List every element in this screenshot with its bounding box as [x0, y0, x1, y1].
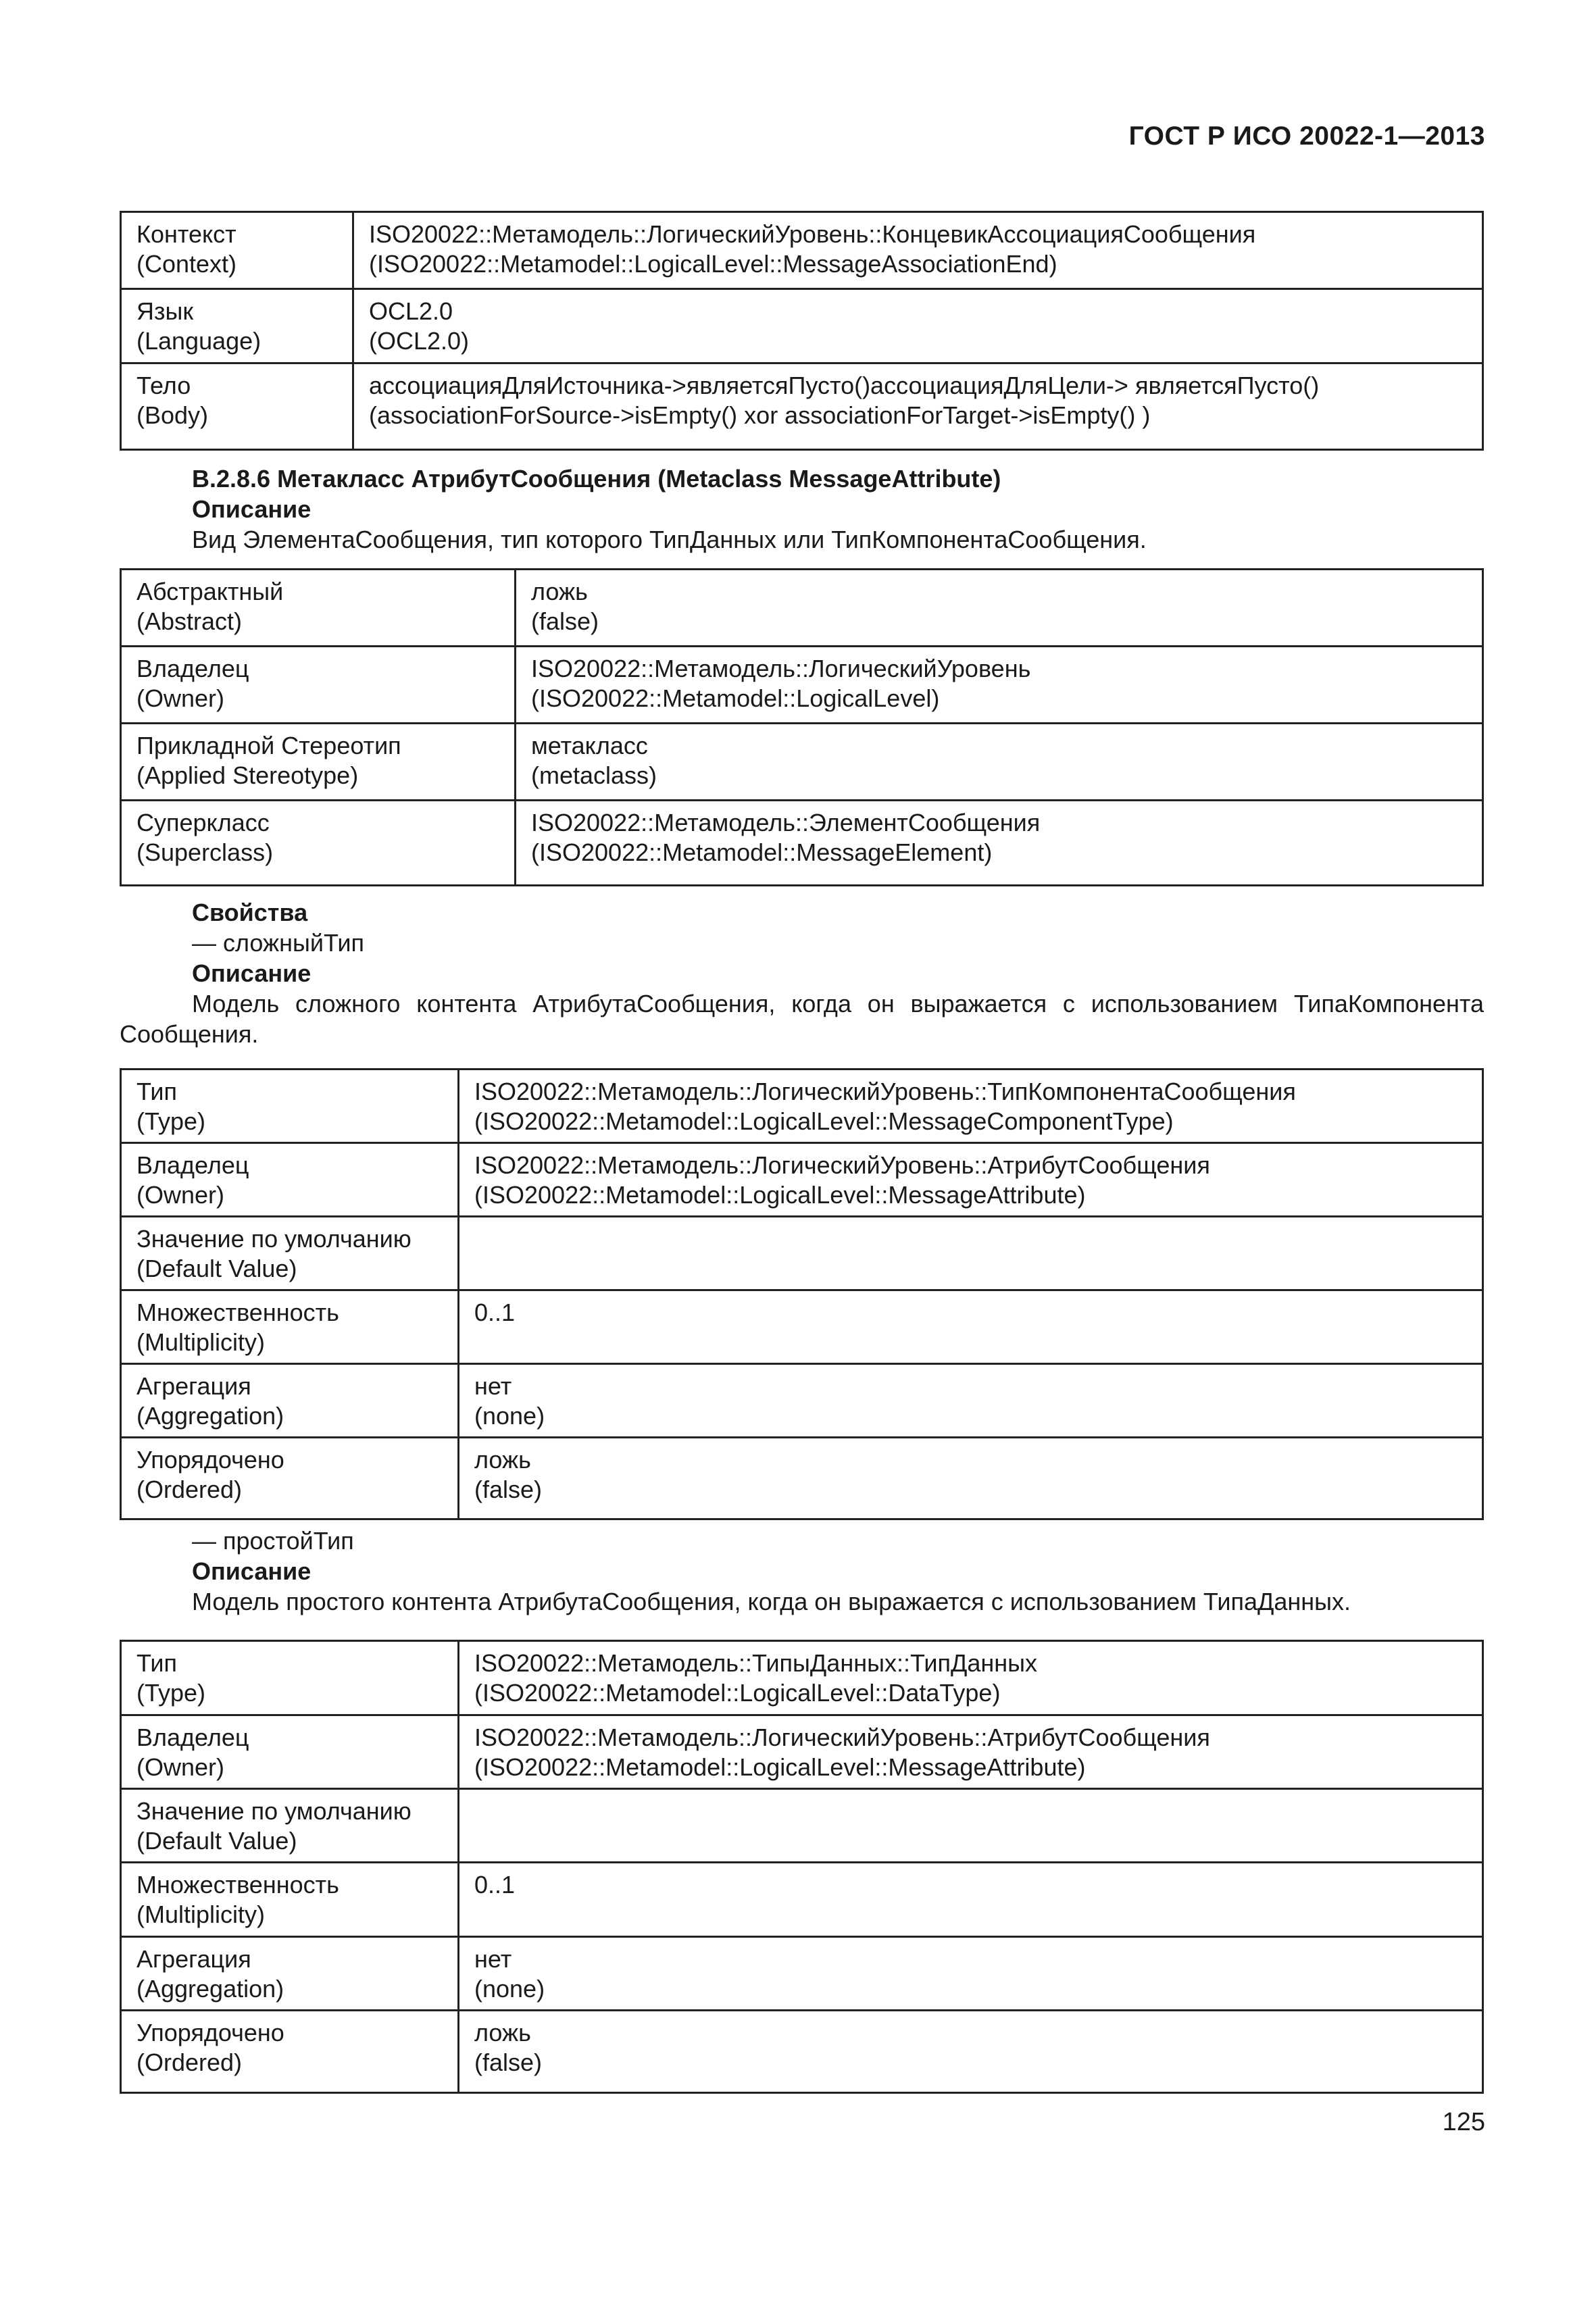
table-cell-label	[121, 1217, 459, 1290]
label-en: (Abstract)	[136, 607, 243, 635]
value-en: (OCL2.0)	[369, 327, 470, 355]
description-text: Вид ЭлементаСообщения, тип которого ТипДанных или ТипКомпонентаСообщения.	[192, 526, 1147, 553]
value-en: (false)	[531, 607, 599, 635]
value-ru: нет	[474, 1945, 512, 1973]
table-row	[121, 801, 1483, 886]
table-row	[121, 2011, 1483, 2093]
label-ru: Значение по умолчанию	[136, 1225, 412, 1253]
value-en: (ISO20022::Metamodel::LogicalLevel::DataType)	[474, 1679, 1001, 1707]
label-en: (Default Value)	[136, 1827, 297, 1855]
table-cell-value	[353, 289, 1483, 363]
description-line-2: Сообщения.	[120, 1020, 259, 1048]
table-cell-value	[459, 1789, 1483, 1863]
table-cell-label	[121, 1789, 459, 1863]
table-cell-value	[459, 1070, 1483, 1143]
table-row	[121, 212, 1483, 289]
table-row	[121, 724, 1483, 801]
section-heading: B.2.8.6 Метакласс АтрибутСообщения (Metaclass MessageAttribute)	[192, 465, 1001, 493]
table-cell-label	[121, 1143, 459, 1217]
label-ru: Прикладной Стереотип	[136, 732, 401, 759]
label-en: (Ordered)	[136, 1476, 243, 1503]
table-cell-label	[121, 1364, 459, 1438]
value-ru: ложь	[474, 2019, 531, 2046]
properties-label: Свойства	[192, 899, 308, 926]
metaclass-section	[192, 463, 1485, 555]
table-row	[121, 1143, 1483, 1217]
table-cell-label	[121, 1438, 459, 1519]
label-en: (Owner)	[136, 684, 225, 712]
table-row	[121, 647, 1483, 724]
label-en: (Aggregation)	[136, 1975, 284, 2003]
label-ru: Абстрактный	[136, 578, 284, 605]
value-ru: ISO20022::Метамодель::ЛогическийУровень::КонцевикАссоциацияСообщения	[369, 220, 1256, 248]
label-en: (Superclass)	[136, 838, 274, 866]
table-cell-label	[121, 1937, 459, 2011]
table-cell-value	[459, 1863, 1483, 1937]
label-en: (Default Value)	[136, 1255, 297, 1282]
table-row	[121, 363, 1483, 450]
table-cell-value	[516, 801, 1483, 886]
value-ru: ISO20022::Метамодель::ЛогическийУровень	[531, 655, 1031, 682]
property-name: — простойТип	[192, 1527, 354, 1555]
property-name: — сложныйТип	[192, 929, 364, 957]
value-en: (none)	[474, 1975, 545, 2003]
label-ru: Множественность	[136, 1871, 339, 1898]
label-ru: Упорядочено	[136, 2019, 284, 2046]
table-cell-value	[353, 212, 1483, 289]
label-ru: Суперкласс	[136, 809, 270, 836]
value-en: (ISO20022::Metamodel::LogicalLevel::MessageComponentType)	[474, 1107, 1174, 1135]
value-ru: нет	[474, 1372, 512, 1400]
document-header-title: ГОСТ Р ИСО 20022-1—2013	[1128, 122, 1485, 151]
label-en: (Language)	[136, 327, 261, 355]
value-ru: 0..1	[474, 1871, 516, 1898]
label-ru: Тело	[136, 372, 191, 399]
table-cell-label	[121, 1863, 459, 1937]
table-cell-label	[121, 1641, 459, 1715]
table-cell-value	[459, 1715, 1483, 1789]
table-cell-label	[121, 1715, 459, 1789]
table-cell-value	[516, 647, 1483, 724]
value-en: (associationForSource->isEmpty() xor associationForTarget->isEmpty() )	[369, 401, 1151, 429]
value-ru: ложь	[474, 1446, 531, 1474]
properties-section	[192, 897, 1485, 988]
table-row	[121, 1937, 1483, 2011]
complex-type-table	[120, 1068, 1484, 1520]
table-row	[121, 1290, 1483, 1364]
table-row	[121, 1789, 1483, 1863]
value-ru: ISO20022::Метамодель::ЛогическийУровень::АтрибутСообщения	[474, 1724, 1210, 1751]
value-ru: ISO20022::Метамодель::ТипыДанных::ТипДанных	[474, 1649, 1038, 1677]
table-cell-label	[121, 647, 516, 724]
table-cell-value	[459, 1217, 1483, 1290]
value-ru: ассоциацияДляИсточника->являетсяПусто()ассоциацияДляЦели-> являетсяПусто()	[369, 372, 1320, 399]
table-cell-value	[516, 724, 1483, 801]
label-ru: Владелец	[136, 1724, 249, 1751]
table-row	[121, 1364, 1483, 1438]
value-en: (ISO20022::Metamodel::MessageElement)	[531, 838, 993, 866]
table-cell-label	[121, 570, 516, 647]
label-ru: Агрегация	[136, 1945, 251, 1973]
value-ru: ISO20022::Метамодель::ЭлементСообщения	[531, 809, 1041, 836]
table-row	[121, 1070, 1483, 1143]
simple-type-section	[192, 1526, 1485, 1617]
table-cell-label	[121, 724, 516, 801]
label-en: (Type)	[136, 1679, 206, 1707]
label-en: (Multiplicity)	[136, 1901, 266, 1928]
metaclass-table	[120, 568, 1484, 886]
table-row	[121, 1217, 1483, 1290]
label-en: (Owner)	[136, 1753, 225, 1781]
value-en: (ISO20022::Metamodel::LogicalLevel)	[531, 684, 940, 712]
description-label: Описание	[192, 959, 311, 987]
property-description	[120, 988, 1484, 1049]
simple-type-table	[120, 1640, 1484, 2094]
value-ru: OCL2.0	[369, 297, 453, 325]
table-cell-value	[459, 1641, 1483, 1715]
table-cell-label	[121, 801, 516, 886]
label-ru: Язык	[136, 297, 194, 325]
table-cell-value	[459, 1364, 1483, 1438]
label-ru: Значение по умолчанию	[136, 1797, 412, 1825]
table-cell-label	[121, 363, 353, 450]
label-en: (Applied Stereotype)	[136, 761, 359, 789]
label-ru: Упорядочено	[136, 1446, 284, 1474]
label-ru: Владелец	[136, 1151, 249, 1179]
table-row	[121, 289, 1483, 363]
label-ru: Владелец	[136, 655, 249, 682]
table-cell-label	[121, 289, 353, 363]
value-en: (false)	[474, 1476, 543, 1503]
description-text: Модель простого контента АтрибутаСообщения, когда он выражается с использованием ТипаДанных.	[192, 1588, 1351, 1615]
value-en: (false)	[474, 2048, 543, 2076]
label-ru: Тип	[136, 1649, 178, 1677]
value-en: (none)	[474, 1402, 545, 1430]
label-en: (Multiplicity)	[136, 1328, 266, 1356]
value-en: (ISO20022::Metamodel::LogicalLevel::MessageAttribute)	[474, 1181, 1086, 1209]
table-cell-value	[459, 1937, 1483, 2011]
table-cell-value	[459, 1290, 1483, 1364]
value-en: (ISO20022::Metamodel::LogicalLevel::MessageAttribute)	[474, 1753, 1086, 1781]
table-cell-value	[353, 363, 1483, 450]
table-row	[121, 1438, 1483, 1519]
table-cell-label	[121, 212, 353, 289]
label-en: (Body)	[136, 401, 209, 429]
page-number: 125	[1442, 2108, 1485, 2136]
table-cell-value	[459, 1438, 1483, 1519]
description-label: Описание	[192, 1557, 311, 1585]
table-cell-value	[516, 570, 1483, 647]
table-cell-value	[459, 1143, 1483, 1217]
label-en: (Type)	[136, 1107, 206, 1135]
description-line-1: Модель сложного контента АтрибутаСообщения, когда он выражается с использованием ТипаКомпонента	[192, 990, 1484, 1017]
table-cell-label	[121, 2011, 459, 2093]
table-cell-label	[121, 1070, 459, 1143]
value-en: (metaclass)	[531, 761, 657, 789]
label-ru: Контекст	[136, 220, 236, 248]
table-row	[121, 1863, 1483, 1937]
label-en: (Context)	[136, 250, 237, 278]
table-cell-value	[459, 2011, 1483, 2093]
table-cell-label	[121, 1290, 459, 1364]
table-row	[121, 1715, 1483, 1789]
value-ru: ISO20022::Метамодель::ЛогическийУровень::АтрибутСообщения	[474, 1151, 1210, 1179]
label-ru: Множественность	[136, 1299, 339, 1326]
label-en: (Owner)	[136, 1181, 225, 1209]
label-ru: Тип	[136, 1078, 178, 1105]
value-ru: метакласс	[531, 732, 648, 759]
constraint-table	[120, 211, 1484, 451]
table-row	[121, 1641, 1483, 1715]
value-en: (ISO20022::Metamodel::LogicalLevel::MessageAssociationEnd)	[369, 250, 1057, 278]
label-en: (Aggregation)	[136, 1402, 284, 1430]
value-ru: 0..1	[474, 1299, 516, 1326]
table-row	[121, 570, 1483, 647]
value-ru: ложь	[531, 578, 588, 605]
description-label: Описание	[192, 495, 311, 523]
label-ru: Агрегация	[136, 1372, 251, 1400]
value-ru: ISO20022::Метамодель::ЛогическийУровень::ТипКомпонентаСообщения	[474, 1078, 1296, 1105]
label-en: (Ordered)	[136, 2048, 243, 2076]
